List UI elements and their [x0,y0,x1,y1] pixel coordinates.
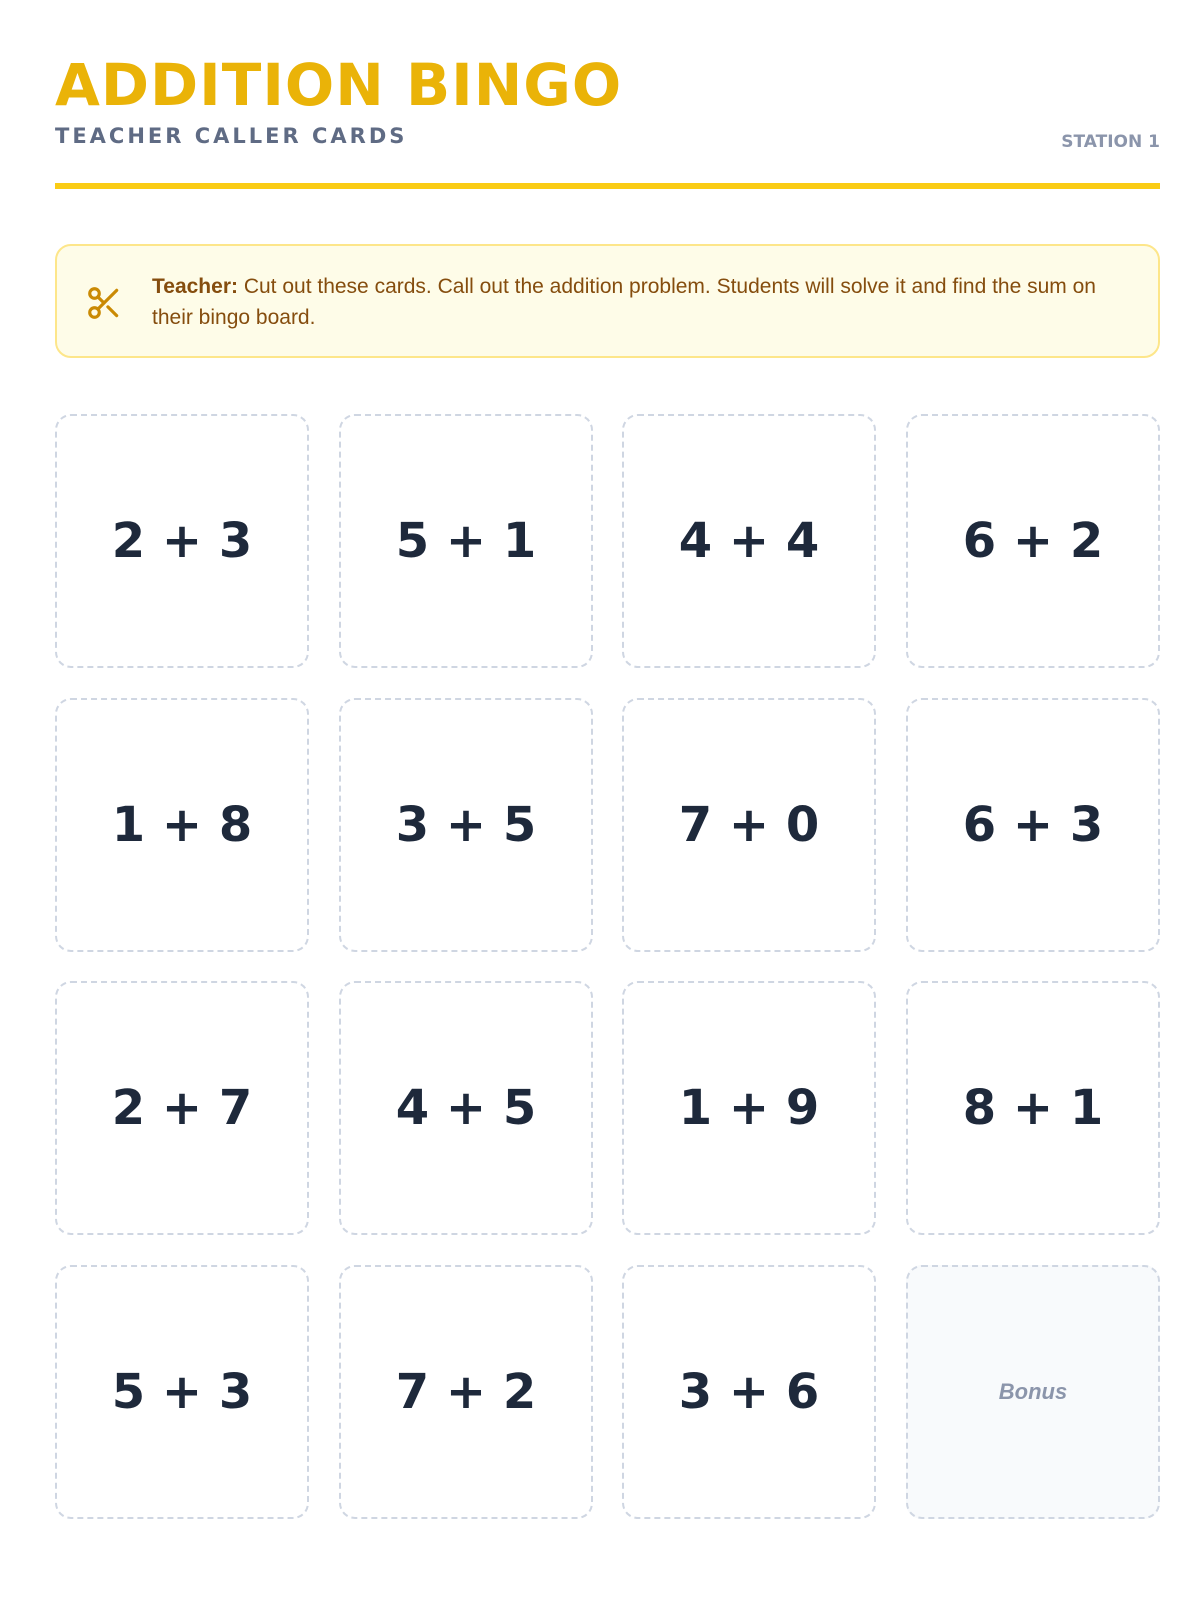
header [55,50,1160,190]
caller-card[interactable] [622,414,876,668]
caller-card[interactable] [339,698,593,952]
card-problem: 8 + 1 [962,1080,1104,1136]
card-problem: 7 + 2 [395,1364,537,1420]
bonus-label: Bonus [998,1379,1068,1404]
caller-card[interactable] [622,981,876,1235]
caller-card[interactable] [906,698,1160,952]
caller-card[interactable] [55,1265,309,1519]
page-title: ADDITION BINGO [55,51,623,119]
caller-card[interactable] [906,414,1160,668]
teacher-instructions [55,244,1160,358]
card-problem: 5 + 1 [395,513,537,569]
caller-card[interactable] [55,981,309,1235]
instructions-body: Cut out these cards. Call out the addition problem. Students will solve it and find the sum on their bingo board. [152,275,1096,329]
card-problem: 5 + 3 [111,1364,253,1420]
card-problem: 6 + 2 [962,513,1104,569]
card-problem: 2 + 3 [111,513,253,569]
card-problem: 1 + 9 [678,1080,820,1136]
card-problem: 4 + 5 [395,1080,537,1136]
caller-card[interactable] [622,698,876,952]
card-problem: 2 + 7 [111,1080,253,1136]
caller-card[interactable] [339,1265,593,1519]
instructions-text [152,271,1112,333]
caller-card[interactable] [906,981,1160,1235]
instructions-label: Teacher: [152,275,238,298]
header-divider [55,183,1160,189]
caller-card[interactable] [339,981,593,1235]
page-subtitle: TEACHER CALLER CARDS [55,124,408,148]
card-problem: 3 + 5 [395,797,537,853]
station-label: STATION 1 [1061,132,1160,152]
card-problem: 3 + 6 [678,1364,820,1420]
scissors-icon [85,284,123,322]
caller-card[interactable] [55,698,309,952]
card-problem: 7 + 0 [678,797,820,853]
bonus-card[interactable] [906,1265,1160,1519]
card-problem: 6 + 3 [962,797,1104,853]
card-problem: 1 + 8 [111,797,253,853]
caller-card[interactable] [339,414,593,668]
caller-card-grid [55,414,1160,1520]
card-problem: 4 + 4 [678,513,820,569]
caller-card[interactable] [55,414,309,668]
caller-card[interactable] [622,1265,876,1519]
